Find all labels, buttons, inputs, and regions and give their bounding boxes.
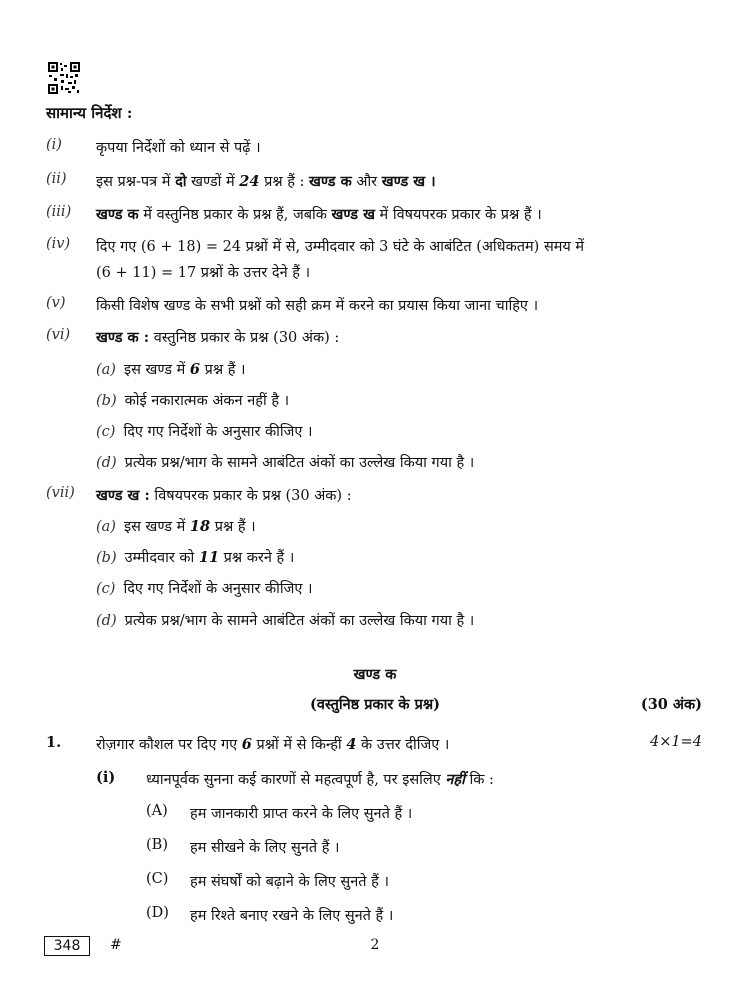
instructions-heading: सामान्य निर्देश : bbox=[46, 104, 133, 122]
option-label: (B) bbox=[146, 837, 168, 853]
section-subtitle: (वस्तुनिष्ठ प्रकार के प्रश्न) bbox=[310, 696, 440, 713]
question-marks: 4×1=4 bbox=[650, 734, 702, 750]
option-text: हम संघर्षों को बढ़ाने के लिए सुनते हैं । bbox=[190, 874, 389, 890]
subquestion-text: ध्यानपूर्वक सुनना कई कारणों से महत्वपूर्ण है, पर इसलिए नहीं कि : bbox=[146, 771, 494, 788]
option-text: हम रिश्ते बनाए रखने के लिए सुनते हैं । bbox=[190, 908, 394, 924]
option-label: (D) bbox=[146, 905, 169, 921]
option-text: हम जानकारी प्राप्त करने के लिए सुनते हैं । bbox=[190, 806, 413, 822]
qr-code-icon bbox=[48, 62, 80, 94]
footer-hash: # bbox=[110, 937, 122, 953]
option-label: (C) bbox=[146, 871, 169, 887]
page-number: 2 bbox=[370, 937, 380, 953]
section-title: खण्ड क bbox=[353, 666, 397, 683]
subquestion-number: (i) bbox=[96, 769, 116, 786]
option-text: हम सीखने के लिए सुनते हैं । bbox=[190, 840, 340, 856]
question-text: रोज़गार कौशल पर दिए गए 6 प्रश्नों में से किन्हीं 4 के उत्तर दीजिए । bbox=[96, 736, 450, 753]
question-number: 1. bbox=[46, 734, 62, 751]
section-marks: (30 अंक) bbox=[640, 696, 702, 713]
paper-code: 348 bbox=[44, 936, 90, 956]
option-label: (A) bbox=[146, 803, 168, 819]
